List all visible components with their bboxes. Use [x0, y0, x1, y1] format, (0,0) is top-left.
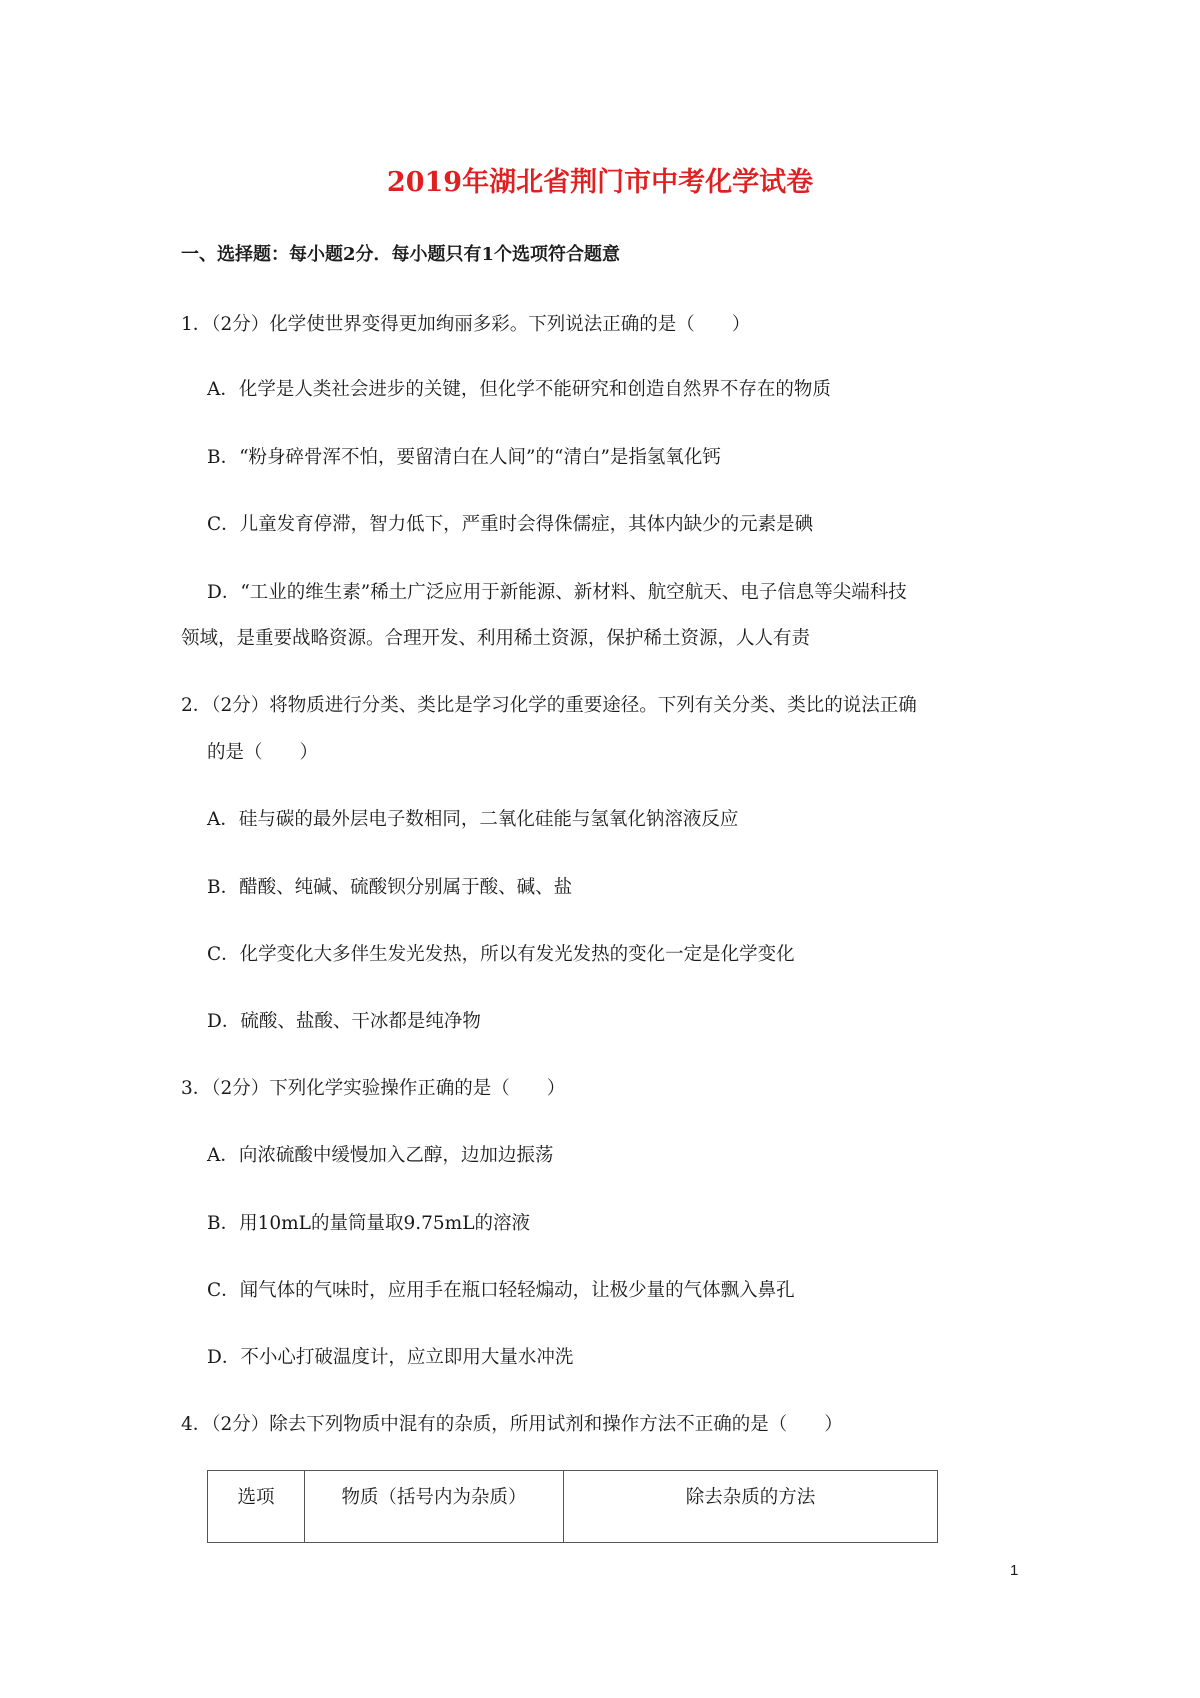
table-header-substance: 物质（括号内为杂质）	[305, 1471, 564, 1543]
question-1-stem: 1．（2分）化学使世界变得更加绚丽多彩。下列说法正确的是（ ）	[181, 314, 751, 335]
question-1-option-d: D．“工业的维生素”稀土广泛应用于新能源、新材料、航空航天、电子信息等尖端科技	[207, 582, 907, 603]
section-heading: 一、选择题：每小题2分．每小题只有1个选项符合题意	[181, 244, 621, 265]
question-1-option-d-continued: 领域，是重要战略资源。合理开发、利用稀土资源，保护稀土资源，人人有责	[181, 628, 811, 649]
question-2-option-d: D．硫酸、盐酸、干冰都是纯净物	[207, 1011, 481, 1032]
question-1-option-c: C．儿童发育停滞，智力低下，严重时会得侏儒症，其体内缺少的元素是碘	[207, 514, 814, 535]
table-header-option: 选项	[208, 1471, 305, 1543]
question-4-stem: 4．（2分）除去下列物质中混有的杂质，所用试剂和操作方法不正确的是（ ）	[181, 1414, 843, 1435]
question-1-option-b: B．“粉身碎骨浑不怕，要留清白在人间”的“清白”是指氢氧化钙	[207, 447, 721, 468]
table-header-row	[208, 1471, 938, 1543]
question-1-option-a: A．化学是人类社会进步的关键，但化学不能研究和创造自然界不存在的物质	[207, 379, 831, 400]
question-2-stem-continued: 的是（ ）	[207, 742, 319, 763]
question-2-option-c: C．化学变化大多伴生发光发热，所以有发光发热的变化一定是化学变化	[207, 944, 795, 965]
exam-title: 2019年湖北省荆门市中考化学试卷	[386, 167, 814, 198]
page-number: 1	[1010, 1562, 1019, 1579]
question-2-option-b: B．醋酸、纯碱、硫酸钡分别属于酸、碱、盐	[207, 877, 573, 898]
question-3-stem: 3．（2分）下列化学实验操作正确的是（ ）	[181, 1078, 566, 1099]
table-header-method: 除去杂质的方法	[564, 1471, 938, 1543]
question-2-option-a: A．硅与碳的最外层电子数相同，二氧化硅能与氢氧化钠溶液反应	[207, 809, 739, 830]
question-3-option-c: C．闻气体的气味时，应用手在瓶口轻轻煽动，让极少量的气体飘入鼻孔	[207, 1280, 795, 1301]
question-3-option-d: D．不小心打破温度计，应立即用大量水冲洗	[207, 1347, 574, 1368]
question-4-table	[207, 1470, 938, 1543]
question-2-stem: 2．（2分）将物质进行分类、类比是学习化学的重要途径。下列有关分类、类比的说法正确	[181, 695, 917, 716]
question-3-option-b: B．用10mL的量筒量取9.75mL的溶液	[207, 1213, 530, 1234]
question-3-option-a: A．向浓硫酸中缓慢加入乙醇，边加边振荡	[207, 1145, 554, 1166]
